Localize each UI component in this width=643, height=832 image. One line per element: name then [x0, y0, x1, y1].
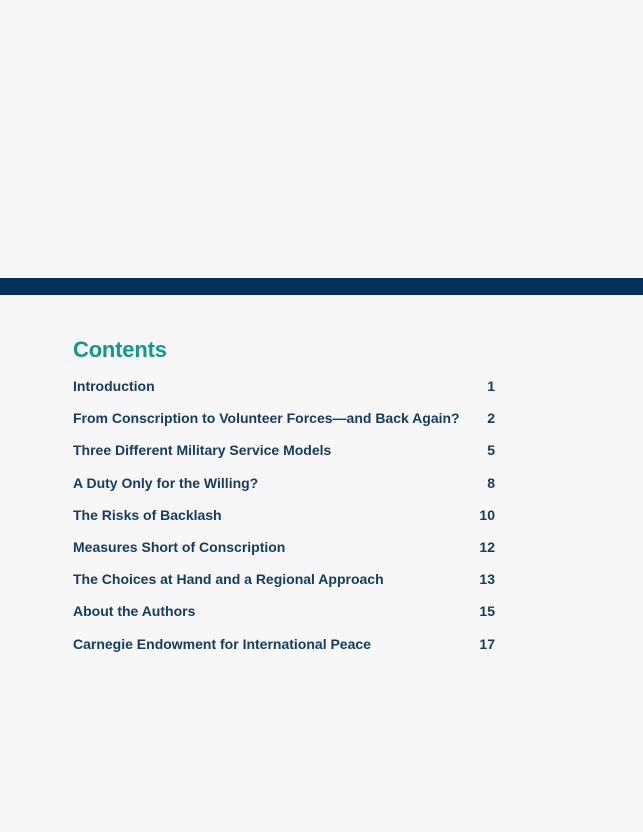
toc-entry-label: From Conscription to Volunteer Forces—and Back Again?: [73, 410, 460, 427]
toc-entry-carnegie[interactable]: [73, 634, 495, 666]
toc-entry-label: Carnegie Endowment for International Peace: [73, 635, 371, 652]
toc-entry-page-number: 8: [487, 474, 495, 491]
toc-entry-measures-short[interactable]: [73, 537, 495, 569]
toc-entry-label: The Choices at Hand and a Regional Approach: [73, 571, 384, 588]
toc-entry-label: Three Different Military Service Models: [73, 442, 332, 459]
toc-entry-page-number: 10: [479, 506, 495, 523]
toc-entry-label: About the Authors: [73, 603, 196, 620]
toc-entry-service-models[interactable]: [73, 440, 495, 472]
toc-entry-page-number: 2: [487, 410, 495, 427]
toc-entry-conscription-to-volunteer[interactable]: [73, 408, 495, 440]
table-of-contents: [73, 336, 495, 666]
toc-entry-duty-willing[interactable]: [73, 473, 495, 505]
toc-entry-label: A Duty Only for the Willing?: [73, 474, 259, 491]
header-band: [0, 278, 643, 295]
toc-entry-choices-regional[interactable]: [73, 569, 495, 601]
toc-entry-page-number: 15: [479, 603, 495, 620]
toc-list: [73, 376, 495, 666]
toc-entry-introduction[interactable]: [73, 376, 495, 408]
toc-entry-page-number: 5: [487, 442, 495, 459]
toc-entry-risks-backlash[interactable]: [73, 505, 495, 537]
toc-entry-label: Introduction: [73, 378, 155, 394]
toc-entry-page-number: 17: [479, 635, 495, 652]
toc-entry-label: The Risks of Backlash: [73, 506, 222, 523]
contents-heading: Contents: [73, 337, 167, 362]
toc-entry-label: Measures Short of Conscription: [73, 538, 286, 555]
toc-entry-page-number: 1: [487, 378, 495, 394]
toc-entry-page-number: 12: [479, 538, 495, 555]
toc-entry-page-number: 13: [479, 571, 495, 588]
toc-entry-about-authors[interactable]: [73, 601, 495, 633]
